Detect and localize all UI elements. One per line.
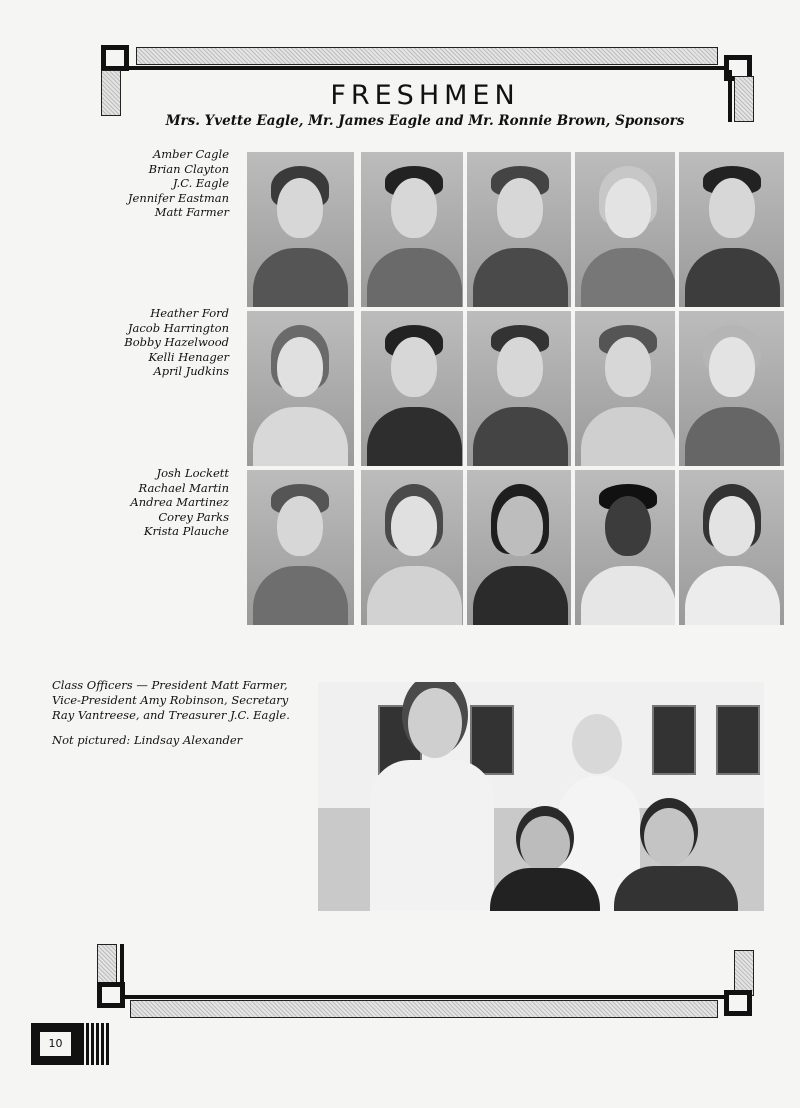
footer-corner-right — [724, 990, 752, 1016]
student-portrait — [361, 152, 463, 307]
student-portrait — [361, 311, 463, 466]
page-number: 10 — [40, 1032, 71, 1056]
student-portrait — [467, 152, 571, 307]
class-officers-photo — [318, 682, 764, 911]
photo-window — [716, 705, 760, 775]
student-portrait — [575, 470, 675, 625]
page-number-box — [31, 1023, 81, 1065]
student-portrait — [679, 152, 784, 307]
footer-pattern-bar — [130, 1000, 718, 1018]
header-pattern-bar — [136, 47, 718, 65]
student-name: Heather Ford — [150, 306, 229, 320]
name-list-row-3 — [130, 466, 229, 539]
student-name: Brian Clayton — [148, 161, 229, 176]
page-number-stripes — [81, 1023, 111, 1065]
header-corner-left — [101, 45, 129, 71]
photo-caption — [52, 678, 307, 758]
student-portrait — [575, 152, 675, 307]
page-title: FRESHMEN — [330, 80, 520, 111]
student-name: Matt Farmer — [154, 205, 229, 220]
student-name: April Judkins — [153, 364, 229, 379]
student-name: Kelli Henager — [148, 349, 229, 364]
student-name: Corey Parks — [158, 509, 229, 524]
header-rule — [110, 66, 738, 70]
student-portrait — [247, 470, 354, 625]
officers-caption: Class Officers — President Matt Farmer, Vice-President Amy Robinson, Secretary Ray Vantreese, and Treasurer J.C. Eagle. — [52, 678, 290, 722]
student-name: Jennifer Eastman — [127, 190, 229, 205]
student-name: Jacob Harrington — [127, 320, 229, 335]
student-name: Amber Cagle — [152, 147, 229, 161]
student-portrait — [247, 311, 354, 466]
name-list-row-2 — [124, 306, 229, 379]
student-portrait — [467, 311, 571, 466]
student-name: Josh Lockett — [156, 466, 229, 480]
student-name: Bobby Hazelwood — [124, 335, 229, 350]
student-portrait — [679, 470, 784, 625]
student-portrait — [575, 311, 675, 466]
not-pictured-caption: Not pictured: Lindsay Alexander — [52, 733, 243, 747]
student-name: J.C. Eagle — [172, 176, 229, 191]
student-portrait — [361, 470, 463, 625]
footer-rule — [120, 995, 728, 999]
student-portrait — [467, 470, 571, 625]
name-list-row-1 — [128, 147, 229, 220]
student-name: Krista Plauche — [143, 524, 229, 539]
sponsors-line: Mrs. Yvette Eagle, Mr. James Eagle and Mr. Ronnie Brown, Sponsors — [165, 113, 685, 129]
photo-window — [470, 705, 514, 775]
student-portrait — [679, 311, 784, 466]
student-name: Andrea Martinez — [130, 495, 229, 510]
student-name: Rachael Martin — [138, 480, 229, 495]
student-portrait — [247, 152, 354, 307]
photo-window — [652, 705, 696, 775]
